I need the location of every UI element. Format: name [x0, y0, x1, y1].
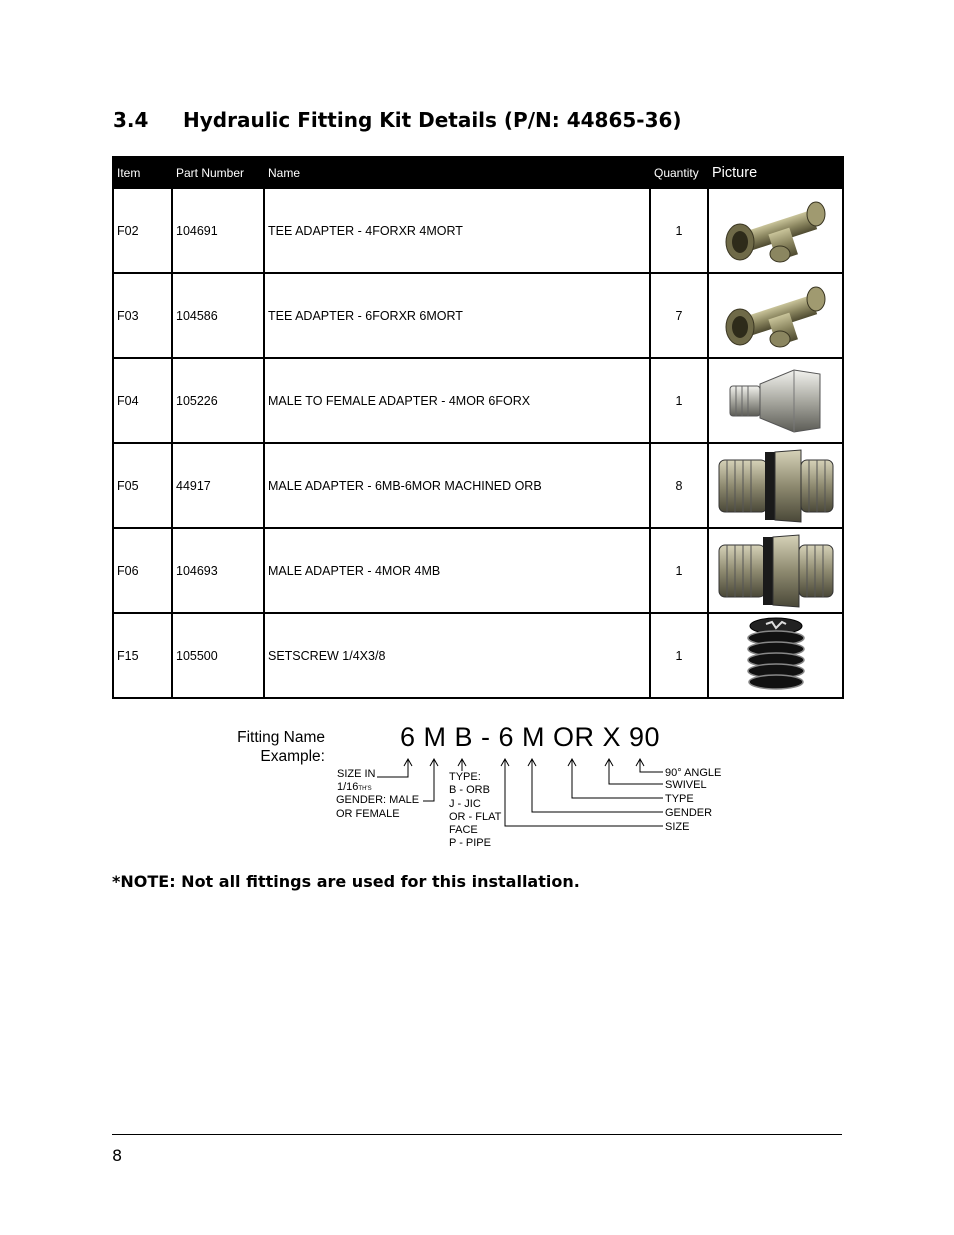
- fitting-name-label: [218, 728, 325, 766]
- tee-adapter-icon: [716, 277, 836, 355]
- right-label-angle: 90° ANGLE: [665, 767, 722, 779]
- type-label-line: TYPE:: [449, 771, 481, 783]
- type-label-line: P - PIPE: [449, 837, 491, 849]
- cell-item: F05: [113, 443, 172, 528]
- type-label-line: J - JIC: [449, 798, 481, 810]
- cell-name: TEE ADAPTER - 4FORXR 4MORT: [264, 188, 650, 273]
- cell-quantity: 7: [650, 273, 708, 358]
- page-number: 8: [112, 1146, 123, 1165]
- section-number: 3.4: [113, 108, 149, 132]
- header-picture: Picture: [708, 157, 843, 188]
- cell-part-number: 105500: [172, 613, 264, 698]
- cell-name: TEE ADAPTER - 6FORXR 6MORT: [264, 273, 650, 358]
- type-label-line: B - ORB: [449, 784, 490, 796]
- cell-item: F03: [113, 273, 172, 358]
- type-label-line: FACE: [449, 824, 478, 836]
- cell-part-number: 104691: [172, 188, 264, 273]
- cell-part-number: 105226: [172, 358, 264, 443]
- table-header-row: [113, 157, 843, 188]
- cell-part-number: 44917: [172, 443, 264, 528]
- table-row: [113, 528, 843, 613]
- gender-label-line1: GENDER: MALE: [336, 794, 420, 806]
- cell-name: MALE TO FEMALE ADAPTER - 4MOR 6FORX: [264, 358, 650, 443]
- cell-quantity: 1: [650, 358, 708, 443]
- header-name: Name: [264, 157, 650, 188]
- table-row: [113, 188, 843, 273]
- size-label-line1: SIZE IN: [337, 768, 376, 780]
- cell-quantity: 8: [650, 443, 708, 528]
- header-item: Item: [113, 157, 172, 188]
- table-row: [113, 443, 843, 528]
- fitting-code-example: 6 M B - 6 M OR X 90: [400, 722, 661, 752]
- male-female-adapter-icon: [716, 362, 836, 440]
- cell-item: F02: [113, 188, 172, 273]
- cell-item: F15: [113, 613, 172, 698]
- cell-quantity: 1: [650, 613, 708, 698]
- right-label-swivel: SWIVEL: [665, 779, 707, 791]
- male-adapter-icon: [713, 446, 839, 526]
- cell-picture: [708, 188, 843, 273]
- header-quantity: Quantity: [650, 157, 708, 188]
- cell-picture: [708, 443, 843, 528]
- header-part-number: Part Number: [172, 157, 264, 188]
- cell-quantity: 1: [650, 528, 708, 613]
- cell-part-number: 104693: [172, 528, 264, 613]
- cell-name: MALE ADAPTER - 4MOR 4MB: [264, 528, 650, 613]
- cell-item: F04: [113, 358, 172, 443]
- size-suffix: TH'S: [358, 786, 372, 792]
- cell-name: MALE ADAPTER - 6MB-6MOR MACHINED ORB: [264, 443, 650, 528]
- cell-picture: [708, 358, 843, 443]
- right-label-type: TYPE: [665, 793, 694, 805]
- table-row: [113, 358, 843, 443]
- right-label-size: SIZE: [665, 821, 690, 833]
- cell-picture: [708, 613, 843, 698]
- section-heading: [113, 108, 813, 132]
- cell-picture: [708, 528, 843, 613]
- footer-divider: [112, 1134, 842, 1135]
- cell-name: SETSCREW 1/4X3/8: [264, 613, 650, 698]
- cell-picture: [708, 273, 843, 358]
- table-row: [113, 613, 843, 698]
- section-title: Hydraulic Fitting Kit Details (P/N: 44865-36): [183, 108, 682, 132]
- fitting-name-label-line1: Fitting Name: [237, 729, 325, 746]
- type-label-line: OR - FLAT: [449, 811, 502, 823]
- parts-table: [112, 156, 844, 699]
- right-label-gender: GENDER: [665, 807, 713, 819]
- cell-part-number: 104586: [172, 273, 264, 358]
- table-row: [113, 273, 843, 358]
- gender-label-line2: OR FEMALE: [336, 808, 400, 820]
- fitting-name-label-line2: Example:: [260, 748, 325, 765]
- tee-adapter-icon: [716, 192, 836, 270]
- cell-quantity: 1: [650, 188, 708, 273]
- installation-note: *NOTE: Not all fittings are used for this installation.: [112, 872, 580, 891]
- cell-item: F06: [113, 528, 172, 613]
- size-fraction: 1/16: [337, 781, 359, 793]
- male-adapter-icon: [713, 531, 839, 611]
- setscrew-icon: [716, 616, 836, 696]
